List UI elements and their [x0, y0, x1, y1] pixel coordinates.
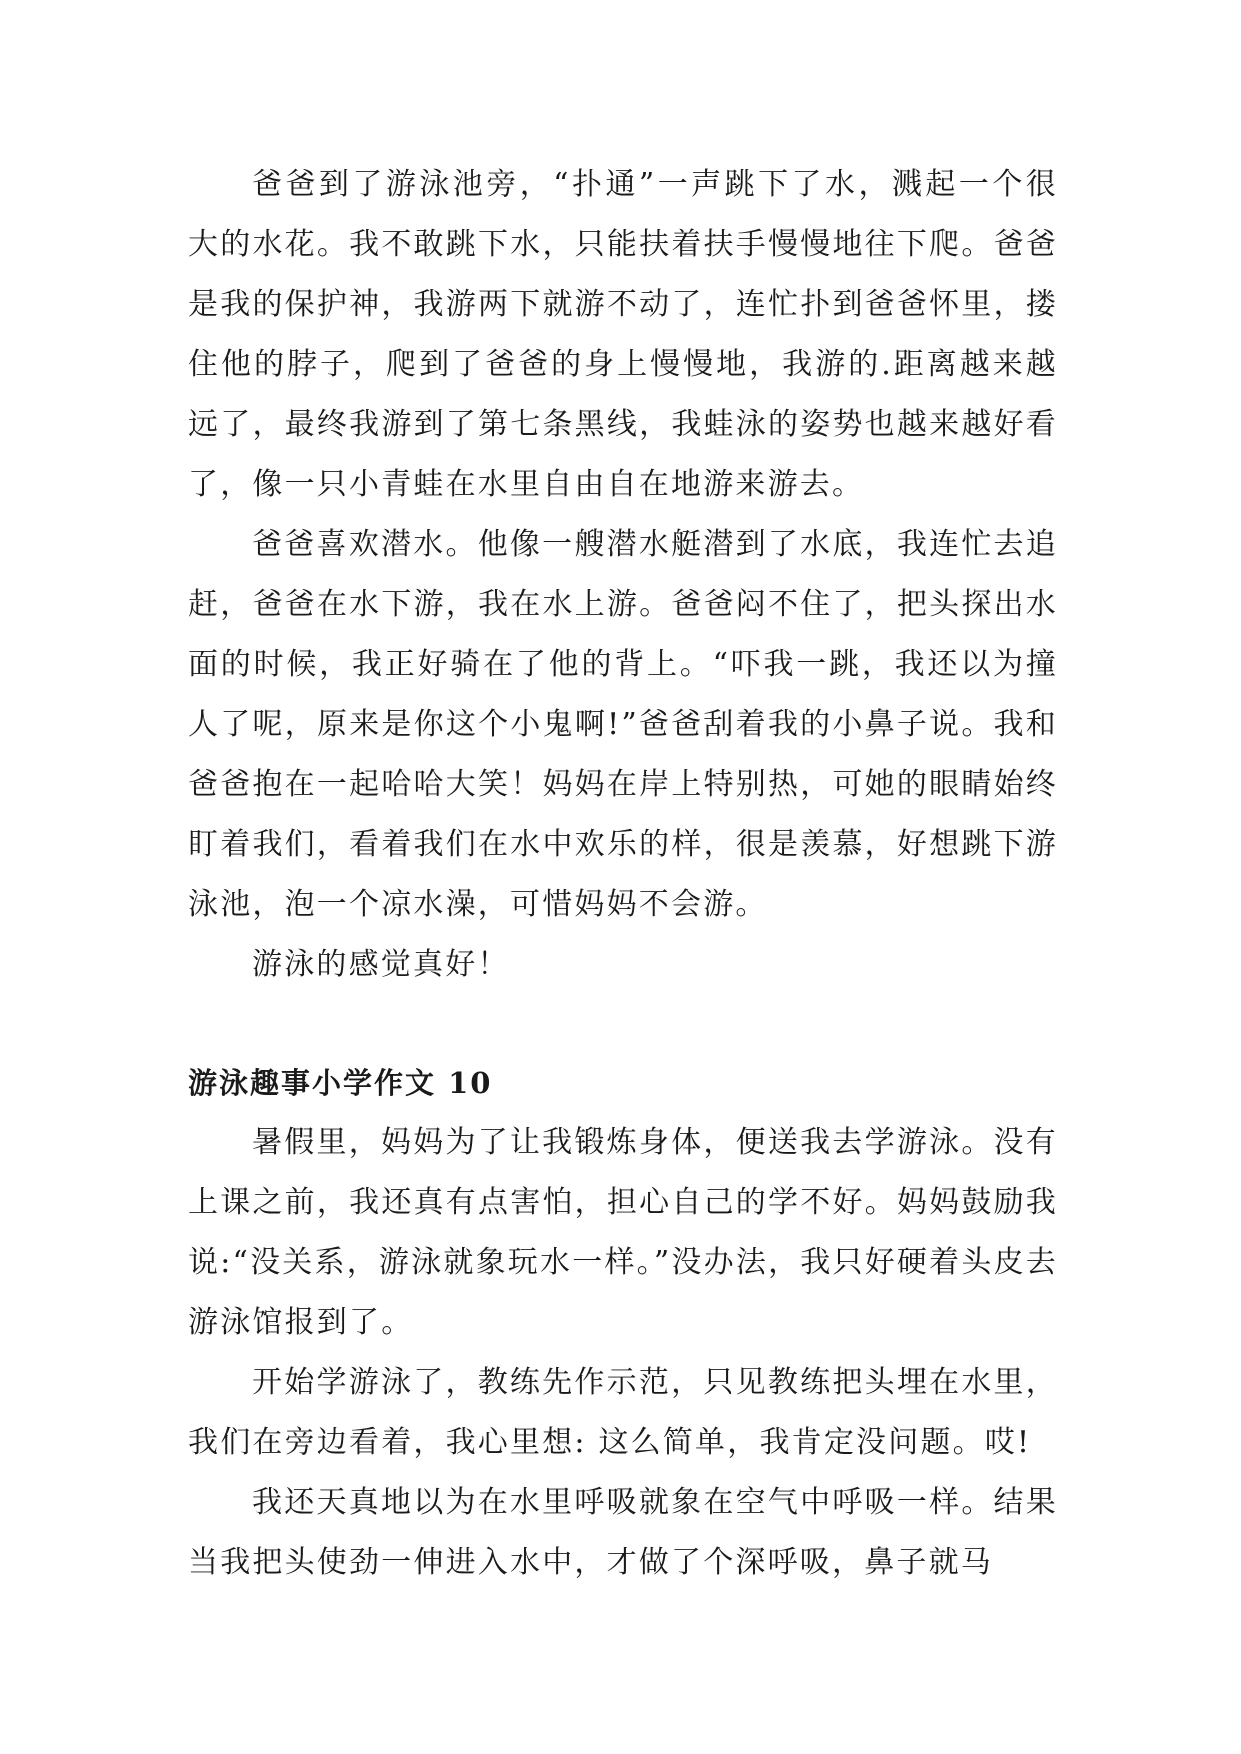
- article2-title: 游泳趣事小学作文 10: [188, 1066, 493, 1100]
- article1-paragraph-3: 游泳的感觉真好！: [252, 947, 510, 982]
- article1-paragraph-1: 爸爸到了游泳池旁，“扑通”一声跳下了水，溅起一个很大的水花。我不敢跳下水，只能扶着扶手慢慢地往下爬。爸爸是我的保护神，我游两下就游不动了，连忙扑到爸爸怀里，搂住他的脖子，爬到了爸爸的身上慢慢地，我游的.距离越来越远了，最终我游到了第七条黑线，我蛙泳的姿势也越来越好看了，像一只小青蛙在水里自由自在地游来游去。: [188, 167, 1058, 502]
- article2-paragraph-2: 开始学游泳了，教练先作示范，只见教练把头埋在水里，我们在旁边看着，我心里想: 这么简单，我肯定没问题。哎!: [188, 1365, 1058, 1460]
- article1-paragraph-2: 爸爸喜欢潜水。他像一艘潜水艇潜到了水底，我连忙去追赶，爸爸在水下游，我在水上游。爸爸闷不住了，把头探出水面的时候，我正好骑在了他的背上。“吓我一跳，我还以为撞人了呢，原来是你这个小鬼啊!”爸爸刮着我的小鼻子说。我和爸爸抱在一起哈哈大笑！妈妈在岸上特别热，可她的眼睛始终盯着我们，看着我们在水中欢乐的样，很是羡慕，好想跳下游泳池，泡一个凉水澡，可惜妈妈不会游。: [188, 527, 1058, 922]
- article2-paragraph-3: 我还天真地以为在水里呼吸就象在空气中呼吸一样。结果当我把头使劲一伸进入水中，才做了个深呼吸，鼻子就马: [188, 1485, 1058, 1580]
- section-spacer: [188, 995, 1058, 1053]
- document-body: [188, 155, 1058, 1593]
- article2-paragraph-1: 暑假里，妈妈为了让我锻炼身体，便送我去学游泳。没有上课之前，我还真有点害怕，担心自己的学不好。妈妈鼓励我说:“没关系，游泳就象玩水一样。”没办法，我只好硬着头皮去游泳馆报到了。: [188, 1125, 1058, 1340]
